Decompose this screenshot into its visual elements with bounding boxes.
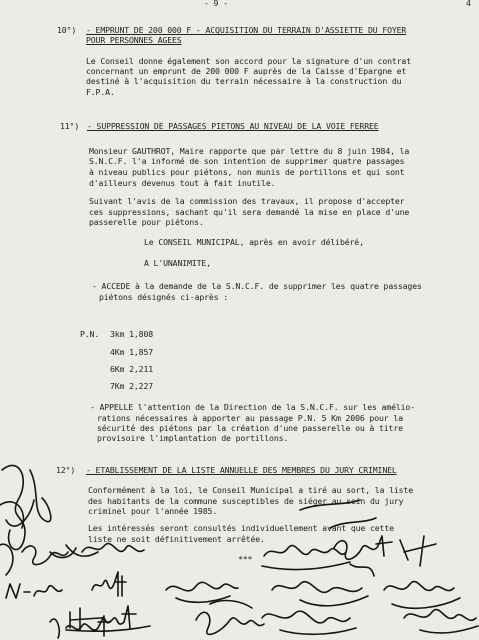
section-11-para-line: Suivant l'avis de la commission des travaux, il propose d'accepter xyxy=(89,196,405,206)
section-11-para-line: Monsieur GAUTHROT, Maire rapporte que par lettre du 8 juin 1984, la xyxy=(89,146,410,156)
section-12-para-line: criminel pour l'année 1985. xyxy=(88,506,218,516)
section-11-para-line: ces suppressions, sachant qu'il sera demandé la mise en place d'une xyxy=(89,207,410,217)
decision-1-line: - ACCEDE à la demande de la S.N.C.F. de supprimer les quatre passages xyxy=(92,281,422,291)
pn-label: P.N. xyxy=(80,329,100,339)
section-11-title: - SUPPRESSION DE PASSAGES PIETONS AU NIVEAU DE LA VOIE FERREE xyxy=(87,121,379,131)
section-12-para-line: Les intéressés seront consultés individuellement avant que cette xyxy=(88,523,394,533)
decision-2-line: sécurité des piétons par la création d'une passerelle ou à titre xyxy=(97,423,403,433)
section-number-10: 10°) xyxy=(57,25,77,35)
decision-1-line: piétons désignés ci-après : xyxy=(99,292,229,302)
section-11-para-line: S.N.C.F. l'a informé de son intention de supprimer quatre passages xyxy=(89,156,405,166)
section-12-para-line: liste ne soit définitivement arrêtée. xyxy=(88,534,265,544)
decision-2-line: rations nécessaires à apporter au passage P.N. 5 Km 2006 pour la xyxy=(97,413,403,423)
corner-mark: 4 xyxy=(466,0,471,8)
decision-2-line: provisoire l'implantation de portillons. xyxy=(97,433,289,443)
section-10-title-line-1: - EMPRUNT DE 200 000 F - ACQUISITION DU TERRAIN D'ASSIETTE DU FOYER xyxy=(86,25,407,35)
separator-stars: *** xyxy=(238,554,253,564)
pn-item: 4Km 1,857 xyxy=(110,347,154,357)
section-12-para-line: des habitants de la commune susceptibles de siéger au sein du jury xyxy=(88,496,404,506)
pn-item: 7Km 2,227 xyxy=(110,381,154,391)
section-11-para-line: à niveau publics pour piétons, non munis de portillons et qui sont xyxy=(89,167,405,177)
section-10-para-line: concernant un emprunt de 200 000 F auprès de la Caisse d'Epargne et xyxy=(86,66,407,76)
pn-item: 6Km 2,211 xyxy=(110,364,154,374)
section-10-para-line: Le Conseil donne également son accord pour la signature d'un contrat xyxy=(86,56,411,66)
section-11-para-line: d'ailleurs devenus tout à fait inutile. xyxy=(89,178,276,188)
decision-2-line: - APPELLE l'attention de la Direction de la S.N.C.F. sur les amélio- xyxy=(90,402,415,412)
vote-line: A L'UNANIMITE, xyxy=(144,258,211,268)
section-12-para-line: Conformément à la loi, le Conseil Municipal a tiré au sort, la liste xyxy=(88,485,413,495)
section-10-para-line: F.P.A. xyxy=(86,87,115,97)
pn-item: 3km 1,808 xyxy=(110,329,154,339)
section-10-title-line-2: POUR PERSONNES AGEES xyxy=(86,35,182,45)
page-number: - 9 - xyxy=(204,0,228,8)
section-11-para-line: passerelle pour piétons. xyxy=(89,217,204,227)
section-10-para-line: destiné à l'acquisition du terrain nécessaire à la construction du xyxy=(86,76,402,86)
deliberation-line: Le CONSEIL MUNICIPAL, après en avoir délibéré, xyxy=(144,237,364,247)
section-number-12: 12°) xyxy=(56,465,76,475)
section-12-title: - ETABLISSEMENT DE LA LISTE ANNUELLE DES MEMBRES DU JURY CRIMINEL xyxy=(86,465,397,475)
section-number-11: 11°) xyxy=(60,121,80,131)
